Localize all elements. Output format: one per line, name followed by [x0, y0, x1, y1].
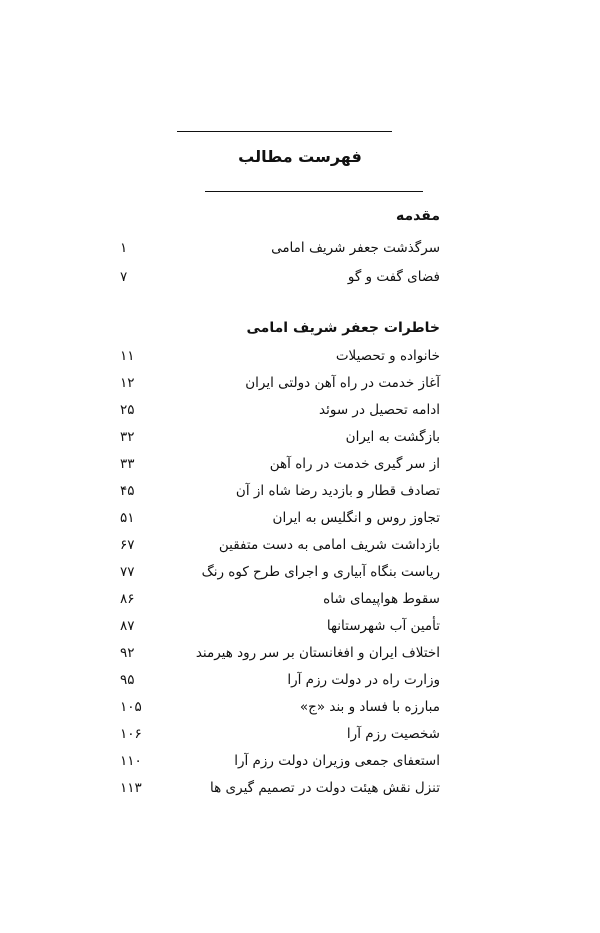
toc-entry-title: تنزل نقش هیئت دولت در تصمیم گیری ها [210, 780, 440, 796]
toc-entry-title: استعفای جمعی وزیران دولت رزم آرا [234, 753, 440, 769]
toc-entry-page: ۱۰۵ [120, 699, 142, 715]
toc-entry-page: ۷ [120, 269, 128, 285]
toc-entry [120, 479, 440, 503]
toc-entry [120, 641, 440, 665]
toc-entry-page: ۸۷ [120, 618, 135, 634]
toc-entry [120, 236, 440, 260]
section-heading-introduction: مقدمه [396, 208, 440, 224]
toc-entry-page: ۱ [120, 240, 128, 256]
toc-entry [120, 398, 440, 422]
toc-entry [120, 452, 440, 476]
toc-entry-page: ۳۳ [120, 456, 135, 472]
toc-entry-page: ۳۲ [120, 429, 135, 445]
toc-entry-title: ریاست بنگاه آبیاری و اجرای طرح کوه رنگ [201, 564, 440, 580]
toc-entry-page: ۱۲ [120, 375, 135, 391]
toc-entry-title: تجاوز روس و انگلیس به ایران [272, 510, 440, 526]
title-rule-top [177, 131, 392, 132]
toc-entry-title: از سر گیری خدمت در راه آهن [269, 456, 440, 472]
toc-entry-title: مبارزه با فساد و بند «ج» [299, 699, 440, 715]
toc-entry-page: ۷۷ [120, 564, 135, 580]
toc-entry-page: ۱۱ [120, 348, 135, 364]
toc-entry-title: ادامه تحصیل در سوئد [319, 402, 440, 418]
toc-entry-page: ۱۱۰ [120, 753, 142, 769]
toc-entry-page: ۲۵ [120, 402, 135, 418]
toc-entry-title: فضای گفت و گو [347, 269, 440, 285]
toc-entry [120, 265, 440, 289]
toc-entry-page: ۱۰۶ [120, 726, 142, 742]
toc-entry [120, 560, 440, 584]
toc-entry [120, 695, 440, 719]
toc-entry [120, 425, 440, 449]
toc-entry-page: ۴۵ [120, 483, 135, 499]
toc-entry-title: بازگشت به ایران [345, 429, 440, 445]
toc-entry-title: سرگذشت جعفر شریف امامی [271, 240, 440, 256]
toc-entry-page: ۶۷ [120, 537, 135, 553]
toc-entry-title: خانواده و تحصیلات [335, 348, 440, 364]
toc-entry-page: ۵۱ [120, 510, 135, 526]
toc-entry-title: آغاز خدمت در راه آهن دولتی ایران [245, 375, 440, 391]
toc-entry-title: تأمین آب شهرستانها [326, 618, 440, 634]
toc-entry-title: بازداشت شریف امامی به دست متفقین [218, 537, 440, 553]
toc-entry [120, 668, 440, 692]
title-rule-bottom [205, 191, 423, 192]
toc-entry [120, 749, 440, 773]
section-heading-memoirs: خاطرات جعفر شریف امامی [246, 320, 440, 336]
toc-entry-title: سقوط هواپیمای شاه [323, 591, 440, 607]
toc-entry [120, 776, 440, 800]
toc-entry [120, 344, 440, 368]
toc-entry-title: اختلاف ایران و افغانستان بر سر رود هیرمند [195, 645, 440, 661]
toc-entry-page: ۸۶ [120, 591, 135, 607]
toc-entry-title: وزارت راه در دولت رزم آرا [287, 672, 440, 688]
toc-entry [120, 587, 440, 611]
toc-entry-page: ۹۵ [120, 672, 135, 688]
toc-entry-page: ۹۲ [120, 645, 135, 661]
toc-entry [120, 371, 440, 395]
toc-entry-page: ۱۱۳ [120, 780, 142, 796]
toc-entry [120, 533, 440, 557]
toc-entry [120, 722, 440, 746]
toc-entry [120, 614, 440, 638]
toc-entry-title: تصادف قطار و بازدید رضا شاه از آن [235, 483, 440, 499]
page-title: فهرست مطالب [238, 147, 362, 166]
toc-entry-title: شخصیت رزم آرا [346, 726, 440, 742]
toc-entry [120, 506, 440, 530]
